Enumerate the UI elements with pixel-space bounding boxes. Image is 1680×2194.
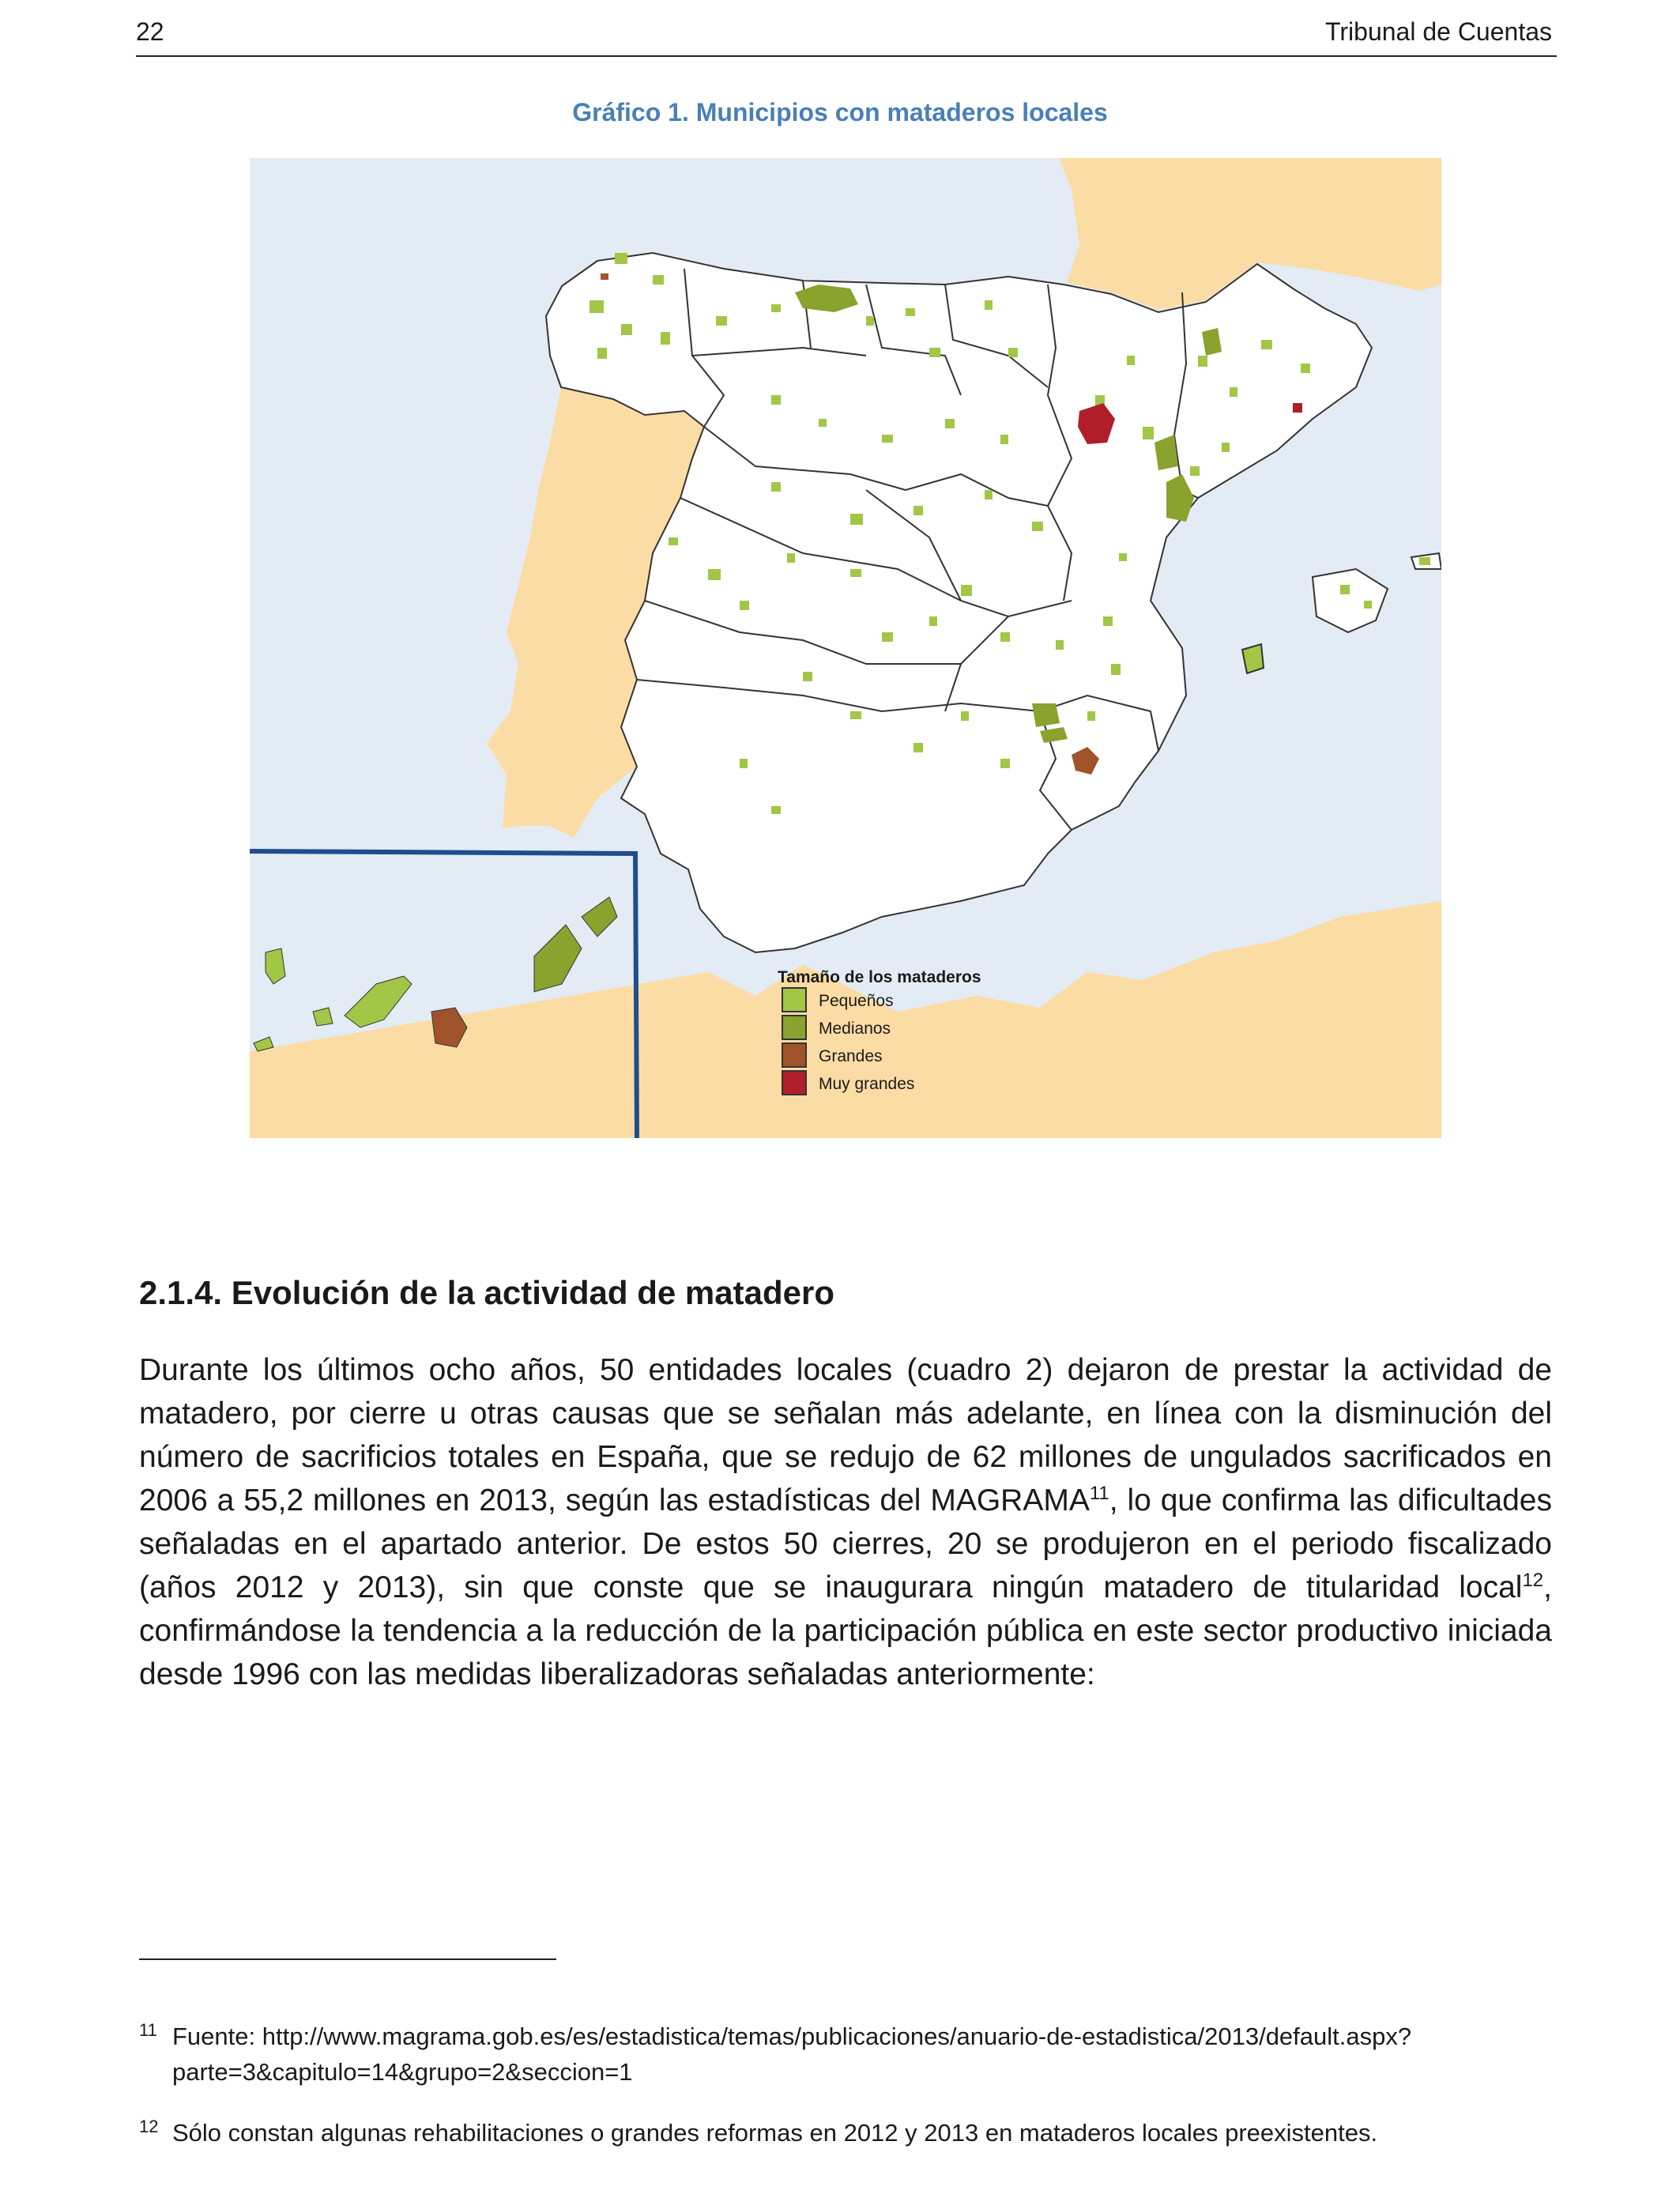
page-header <box>136 14 1557 57</box>
page-number: 22 <box>136 17 164 46</box>
footnote-ref-12[interactable]: 12 <box>1522 1570 1544 1591</box>
legend-swatch-small <box>782 988 806 1012</box>
legend-swatch-very-large <box>782 1071 806 1095</box>
paragraph-part-2: , lo que confirma las dificultades señaladas en el apartado anterior. De estos 50 cierres, 20 se produjeron en el periodo fiscalizado (años 2012 y 2013), sin que conste que se inaugurara ningún matadero de titularidad local <box>139 1483 1552 1604</box>
paragraph-part-1: Durante los últimos ocho años, 50 entidades locales (cuadro 2) dejaron de prestar la actividad de matadero, por cierre u otras causas que se señalan más adelante, en línea con la disminución del número de sacrificios totales en España, que se redujo de 62 millones de ungulados sacrificados en 2006 a 55,2 millones en 2013, según las estadísticas del MAGRAMA <box>139 1353 1552 1517</box>
legend-title: Tamaño de los mataderos <box>778 968 981 986</box>
legend-swatch-large <box>782 1043 806 1067</box>
paragraph-part-3: , confirmándose la tendencia a la reducción de la participación pública en este sector productivo iniciada desde 1996 con las medidas liberalizadoras señaladas anteriormente: <box>139 1570 1552 1691</box>
legend-label-small: Pequeños <box>819 992 894 1010</box>
footnote-divider <box>139 1958 556 1960</box>
footnote-number: 11 <box>139 2020 157 2040</box>
footnote-url-line-1[interactable]: Fuente: http://www.magrama.gob.es/es/estadistica/temas/publicaciones/anuario-de-estadistica/2013/default.aspx? <box>172 2022 1412 2050</box>
footnote-url-line-2[interactable]: parte=3&capitulo=14&grupo=2&seccion=1 <box>172 2058 633 2086</box>
section-paragraph <box>139 1348 1552 1696</box>
legend-label-very-large: Muy grandes <box>819 1075 915 1093</box>
footnote-text: Sólo constan algunas rehabilitaciones o grandes reformas en 2012 y 2013 en mataderos locales preexistentes. <box>172 2119 1378 2147</box>
legend-label-large: Grandes <box>819 1047 883 1065</box>
figure-title: Gráfico 1. Municipios con mataderos locales <box>572 98 1108 126</box>
ibiza-island <box>1242 644 1264 673</box>
legend-swatch-medium <box>782 1016 806 1039</box>
section-heading: 2.1.4. Evolución de la actividad de matadero <box>139 1274 834 1311</box>
footnote-ref-11[interactable]: 11 <box>1089 1483 1109 1504</box>
footnote-number: 12 <box>139 2117 159 2136</box>
legend-label-medium: Medianos <box>819 1020 891 1038</box>
spain-slaughterhouse-map <box>250 158 1441 1138</box>
footnote-text <box>172 2019 1563 2090</box>
organization-name: Tribunal de Cuentas <box>1325 17 1552 46</box>
